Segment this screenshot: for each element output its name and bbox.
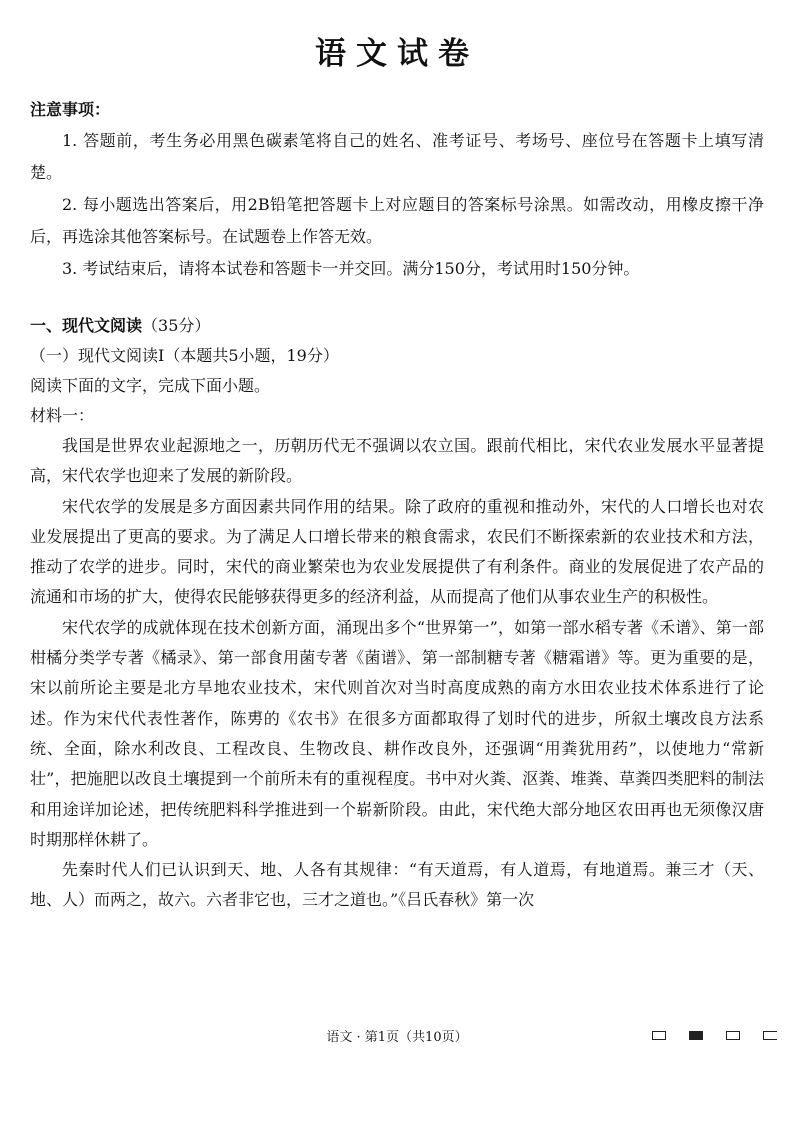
notice-section — [30, 95, 764, 285]
notice-heading: 注意事项： — [30, 100, 111, 119]
exam-page — [30, 28, 764, 916]
passage-paragraph: 我国是世界农业起源地之一，历朝历代无不强调以农立国。跟前代相比，宋代农业发展水平显著提高，宋代农学也迎来了发展的新阶段。 — [30, 436, 764, 486]
passage-paragraph: 先秦时代人们已认识到天、地、人各有其规律：“有天道焉，有人道焉，有地道焉。兼三才（天、地、人）而两之，故六。六者非它也，三才之道也。”《吕氏春秋》第一次 — [30, 860, 764, 910]
section-title — [30, 311, 764, 341]
empty-square-icon — [652, 1031, 666, 1040]
section-title-score: （35分） — [142, 316, 211, 335]
passage-paragraph: 宋代农学的成就体现在技术创新方面，涌现出多个“世界第一”，如第一部水稻专著《禾谱》、第一部柑橘分类学专著《橘录》、第一部食用菌专著《菌谱》、第一部制糖专著《糖霜谱》等。更为重要的是，宋以前所论主要是北方旱地农业技术，宋代则首次对当时高度成熟的南方水田农业技术体系进行了论述。作为宋代代表性著作，陈旉的《农书》在很多方面都取得了划时代的进步，所叙土壤改良方法系统、全面，除水利改良、工程改良、生物改良、耕作改良外，还强调“用粪犹用药”，以使地力“常新壮”，把施肥以改良土壤提到一个前所未有的重视程度。书中对火粪、沤粪、堆粪、草粪四类肥料的制法和用途详加论述，把传统肥料科学推进到一个崭新阶段。由此，宋代绝大部分地区农田再也无须像汉唐时期那样休耕了。 — [30, 617, 764, 849]
notice-item: 1. 答题前，考生务必用黑色碳素笔将自己的姓名、准考证号、考场号、座位号在答题卡上填写清楚。 — [30, 131, 764, 182]
section-title-main: 一、现代文阅读 — [30, 316, 143, 335]
notice-item: 3. 考试结束后，请将本试卷和答题卡一并交回。满分150分，考试用时150分钟。 — [62, 259, 640, 278]
filled-square-icon — [689, 1031, 703, 1040]
material-label: 材料一： — [30, 406, 95, 425]
subsection-title: （一）现代文阅读Ⅰ（本题共5小题，19分） — [30, 346, 339, 365]
empty-square-icon — [726, 1031, 740, 1040]
instruction-text: 阅读下面的文字，完成下面小题。 — [30, 376, 271, 395]
passage-paragraph: 宋代农学的发展是多方面因素共同作用的结果。除了政府的重视和推动外，宋代的人口增长也对农业发展提出了更高的要求。为了满足人口增长带来的粮食需求，农民们不断探索新的农业技术和方法，推动了农学的进步。同时，宋代的商业繁荣也为农业发展提供了有利条件。商业的发展促进了农产品的流通和市场的扩大，使得农民能够获得更多的经济利益，从而提高了他们从事农业生产的积极性。 — [30, 496, 764, 607]
notice-item: 2. 每小题选出答案后，用2B铅笔把答题卡上对应题目的答案标号涂黑。如需改动，用橡皮擦干净后，再选涂其他答案标号。在试题卷上作答无效。 — [30, 195, 764, 246]
alignment-marks — [652, 1031, 782, 1045]
page-title: 语文试卷 — [315, 36, 479, 72]
reading-passage — [30, 431, 764, 916]
page-footer: 语文 · 第1页（共10页） — [326, 1030, 468, 1045]
partial-square-icon — [763, 1031, 777, 1040]
